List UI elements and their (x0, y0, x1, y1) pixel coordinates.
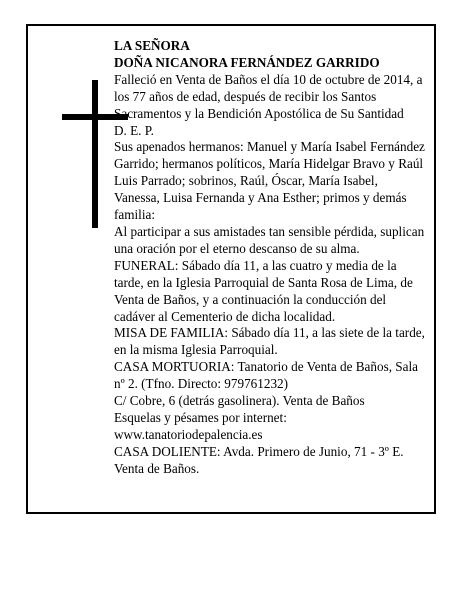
death-announcement: Falleció en Venta de Baños el día 10 de octubre de 2014, a los 77 años de edad, después de recibir los Santos Sacramentos y la Bendición Apostólica de Su Santidad (114, 71, 423, 121)
deceased-name: DOÑA NICANORA FERNÁNDEZ GARRIDO (114, 54, 380, 70)
family-mass-info: MISA DE FAMILIA: Sábado día 11, a las siete de la tarde, en la misma Iglesia Parroquial. (114, 325, 425, 358)
family-list: Sus apenados hermanos: Manuel y María Isabel Fernández Garrido; hermanos políticos, María Hidelgar Bravo y Raúl Luis Parrado; sobrinos, Raúl, Óscar, María Isabel, Vanessa, Luisa Fernanda y Ana Esther; primos y demás familia: (114, 139, 425, 223)
funeral-home-address: C/ Cobre, 6 (detrás gasolinera). Venta de Baños (114, 393, 365, 409)
heading-la-senora: LA SEÑORA (114, 38, 190, 53)
prayer-request: Al participar a sus amistades tan sensible pérdida, suplican una oración por el eterno descanso de su alma. (114, 223, 425, 256)
funeral-info: FUNERAL: Sábado día 11, a las cuatro y media de la tarde, en la Iglesia Parroquial de Santa Rosa de Lima, de Venta de Baños, y a continuación la conducción del cadáver al Cementerio de dicha localidad. (114, 257, 413, 324)
cross-vertical-bar (92, 80, 98, 228)
funeral-home-info: CASA MORTUORIA: Tanatorio de Venta de Baños, Sala nº 2. (Tfno. Directo: 979761232) (114, 359, 419, 392)
rip-line: D. E. P. (114, 122, 154, 138)
online-condolences-label: Esquelas y pésames por internet: (114, 409, 287, 425)
website-link[interactable]: www.tanatoriodepalencia.es (114, 426, 263, 442)
mourning-house-info: CASA DOLIENTE: Avda. Primero de Junio, 71 - 3º E. Venta de Baños. (114, 443, 404, 476)
obituary-text (114, 38, 426, 478)
